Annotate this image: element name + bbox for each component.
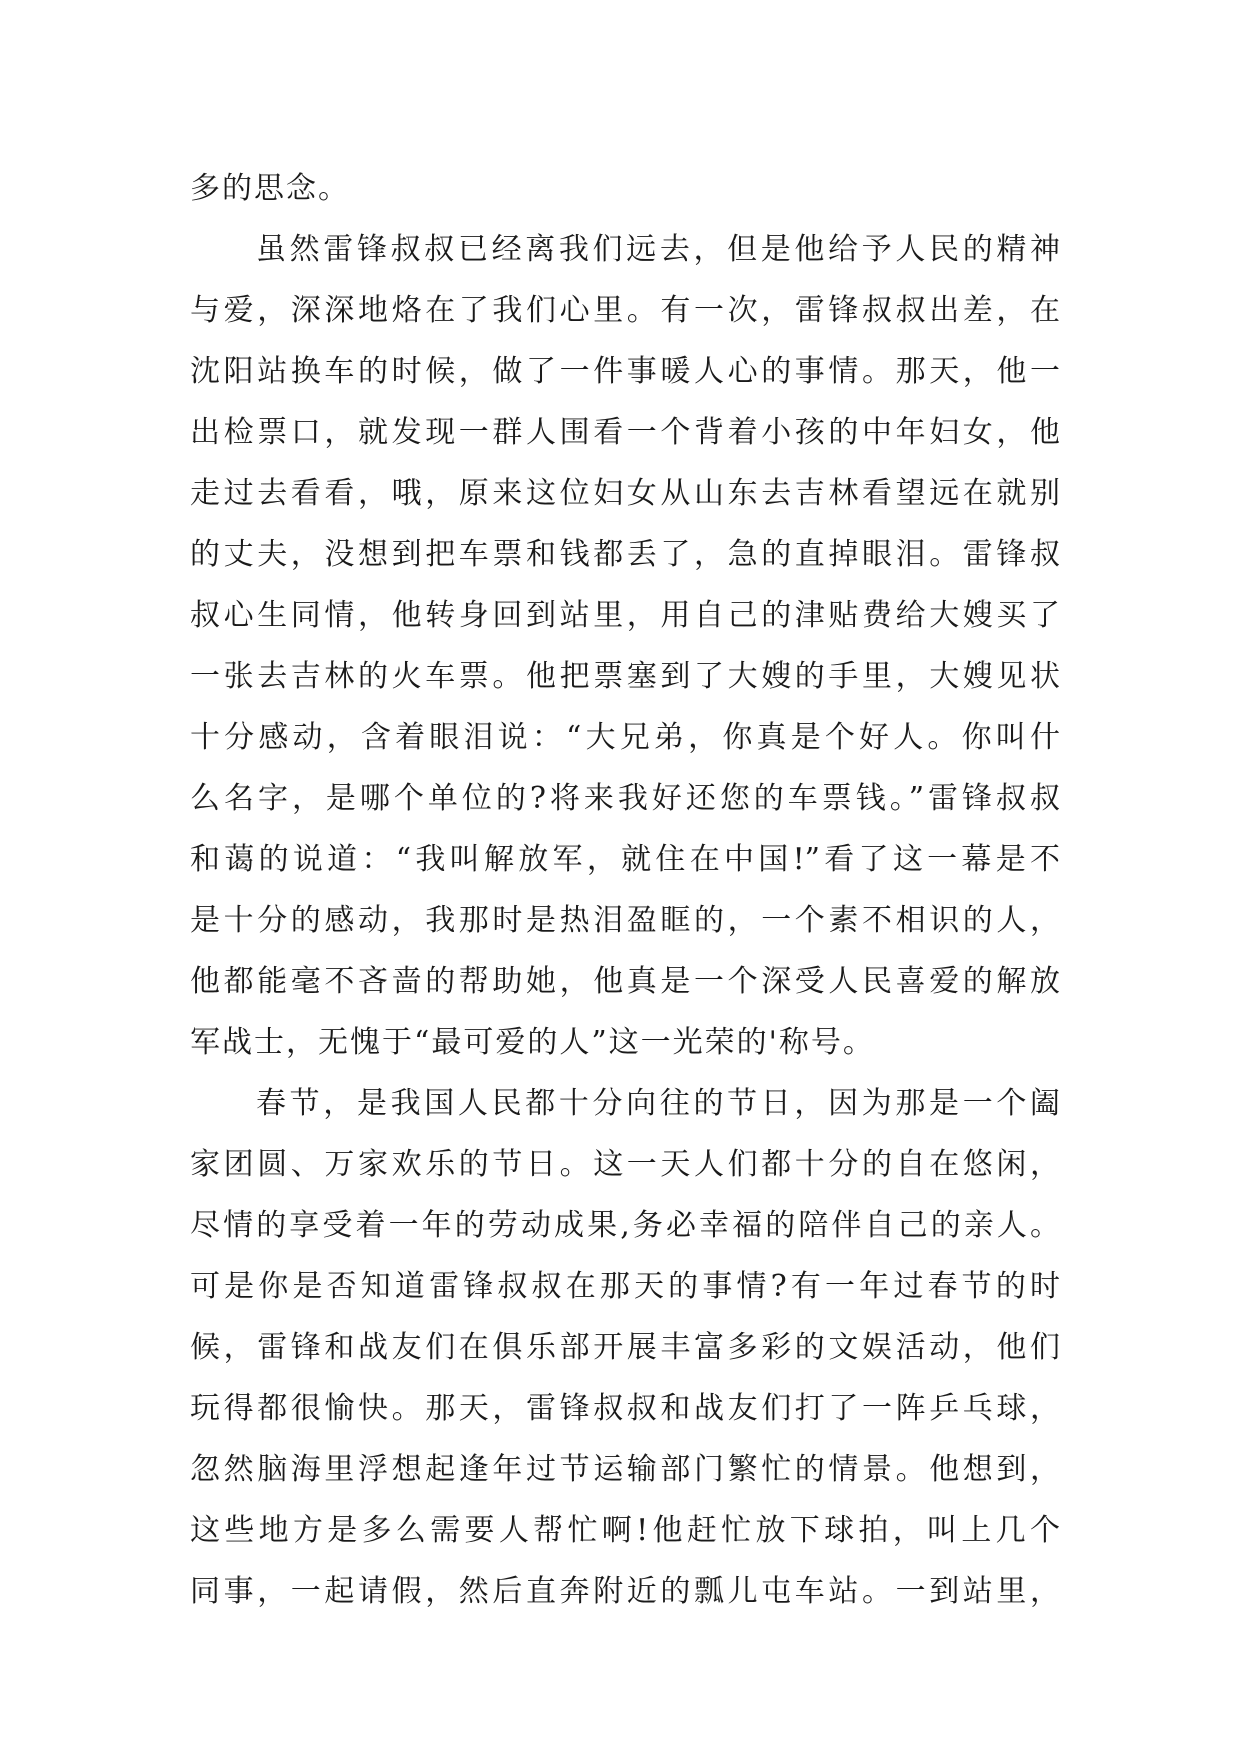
- text-line: 走过去看看，哦，原来这位妇女从山东去吉林看望远在就别: [190, 476, 1060, 511]
- text-line: 出检票口，就发现一群人围看一个背着小孩的中年妇女，他: [190, 415, 1060, 450]
- text-line: 同事，一起请假，然后直奔附近的瓢儿屯车站。一到站里，: [190, 1574, 1060, 1609]
- text-line: 军战士，无愧于“最可爱的人”这一光荣的'称号。: [190, 1025, 875, 1060]
- text-line: 尽情的享受着一年的劳动成果,务必幸福的陪伴自己的亲人。: [190, 1208, 1060, 1243]
- text-line: 家团圆、万家欢乐的节日。这一天人们都十分的自在悠闲，: [190, 1147, 1060, 1182]
- text-line: 忽然脑海里浮想起逢年过节运输部门繁忙的情景。他想到，: [190, 1452, 1060, 1487]
- text-line: 么名字，是哪个单位的?将来我好还您的车票钱。”雷锋叔叔: [190, 781, 1060, 816]
- text-line: 叔心生同情，他转身回到站里，用自己的津贴费给大嫂买了: [190, 598, 1060, 633]
- text-line: 十分感动，含着眼泪说：“大兄弟，你真是个好人。你叫什: [190, 720, 1060, 755]
- text-line: 可是你是否知道雷锋叔叔在那天的事情?有一年过春节的时: [190, 1269, 1060, 1304]
- text-line: 多的思念。: [190, 171, 350, 206]
- text-line: 虽然雷锋叔叔已经离我们远去，但是他给予人民的精神: [256, 232, 1060, 267]
- body-text: [190, 158, 1060, 1622]
- text-line: 和蔼的说道：“我叫解放军，就住在中国!”看了这一幕是不: [190, 842, 1060, 877]
- text-line: 的丈夫，没想到把车票和钱都丢了，急的直掉眼泪。雷锋叔: [190, 537, 1060, 572]
- text-line: 与爱，深深地烙在了我们心里。有一次，雷锋叔叔出差，在: [190, 293, 1060, 328]
- text-line: 他都能毫不吝啬的帮助她，他真是一个深受人民喜爱的解放: [190, 964, 1060, 999]
- text-line: 这些地方是多么需要人帮忙啊!他赶忙放下球拍，叫上几个: [190, 1513, 1060, 1548]
- text-line: 一张去吉林的火车票。他把票塞到了大嫂的手里，大嫂见状: [190, 659, 1060, 694]
- text-line: 春节，是我国人民都十分向往的节日，因为那是一个阖: [256, 1086, 1060, 1121]
- text-line: 是十分的感动，我那时是热泪盈眶的，一个素不相识的人，: [190, 903, 1060, 938]
- text-line: 玩得都很愉快。那天，雷锋叔叔和战友们打了一阵乒乓球，: [190, 1391, 1060, 1426]
- text-line: 候，雷锋和战友们在俱乐部开展丰富多彩的文娱活动，他们: [190, 1330, 1060, 1365]
- text-line: 沈阳站换车的时候，做了一件事暖人心的事情。那天，他一: [190, 354, 1060, 389]
